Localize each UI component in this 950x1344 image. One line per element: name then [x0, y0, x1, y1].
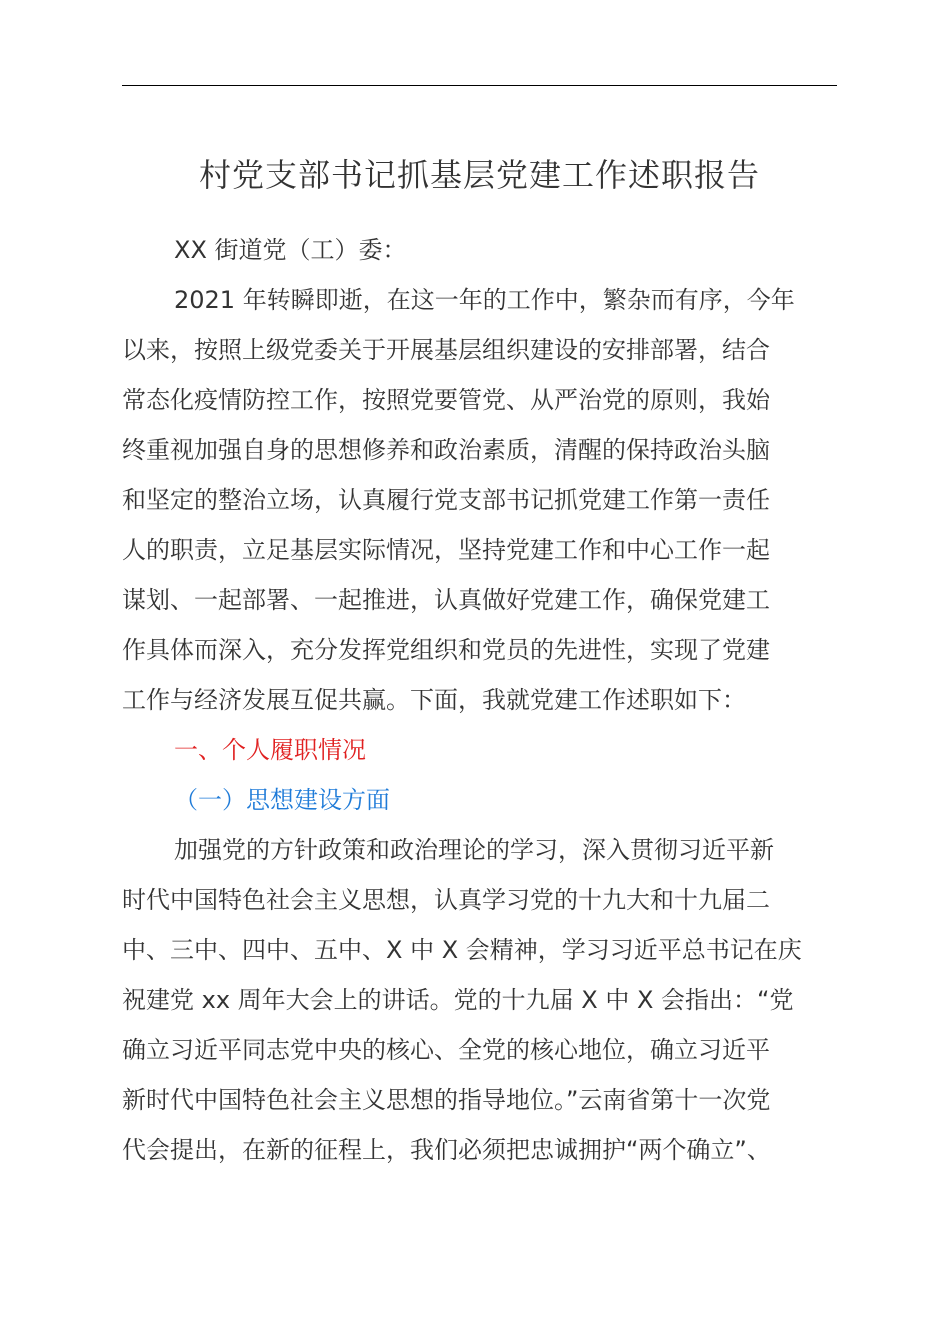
intro-line: 终重视加强自身的思想修养和政治素质，清醒的保持政治头脑: [122, 436, 770, 464]
salutation: XX 街道党（工）委：: [174, 236, 407, 264]
intro-line: 谋划、一起部署、一起推进，认真做好党建工作，确保党建工: [122, 586, 770, 614]
section-heading: 一、个人履职情况: [174, 736, 366, 764]
intro-line: 2021 年转瞬即逝，在这一年的工作中，繁杂而有序，今年: [174, 286, 795, 314]
body-line: 确立习近平同志党中央的核心、全党的核心地位，确立习近平: [122, 1036, 770, 1064]
body-line: 时代中国特色社会主义思想，认真学习党的十九大和十九届二: [122, 886, 770, 914]
intro-line: 工作与经济发展互促共赢。下面，我就党建工作述职如下：: [122, 686, 746, 714]
body-line: 祝建党 xx 周年大会上的讲话。党的十九届 X 中 X 会指出：“党: [122, 986, 794, 1014]
document-body: [122, 225, 837, 1175]
subsection-heading: （一）思想建设方面: [174, 786, 390, 814]
intro-line: 以来，按照上级党委关于开展基层组织建设的安排部署，结合: [122, 336, 770, 364]
body-line: 代会提出，在新的征程上，我们必须把忠诚拥护“两个确立”、: [122, 1136, 771, 1164]
intro-line: 和坚定的整治立场，认真履行党支部书记抓党建工作第一责任: [122, 486, 770, 514]
body-line: 加强党的方针政策和政治理论的学习，深入贯彻习近平新: [174, 836, 774, 864]
header-rule: [122, 85, 837, 86]
body-line: 新时代中国特色社会主义思想的指导地位。”云南省第十一次党: [122, 1086, 771, 1114]
intro-line: 常态化疫情防控工作，按照党要管党、从严治党的原则，我始: [122, 386, 770, 414]
intro-line: 作具体而深入，充分发挥党组织和党员的先进性，实现了党建: [122, 636, 770, 664]
intro-line: 人的职责，立足基层实际情况，坚持党建工作和中心工作一起: [122, 536, 770, 564]
body-line: 中、三中、四中、五中、X 中 X 会精神，学习习近平总书记在庆: [122, 936, 802, 964]
document-title: 村党支部书记抓基层党建工作述职报告: [198, 156, 760, 194]
